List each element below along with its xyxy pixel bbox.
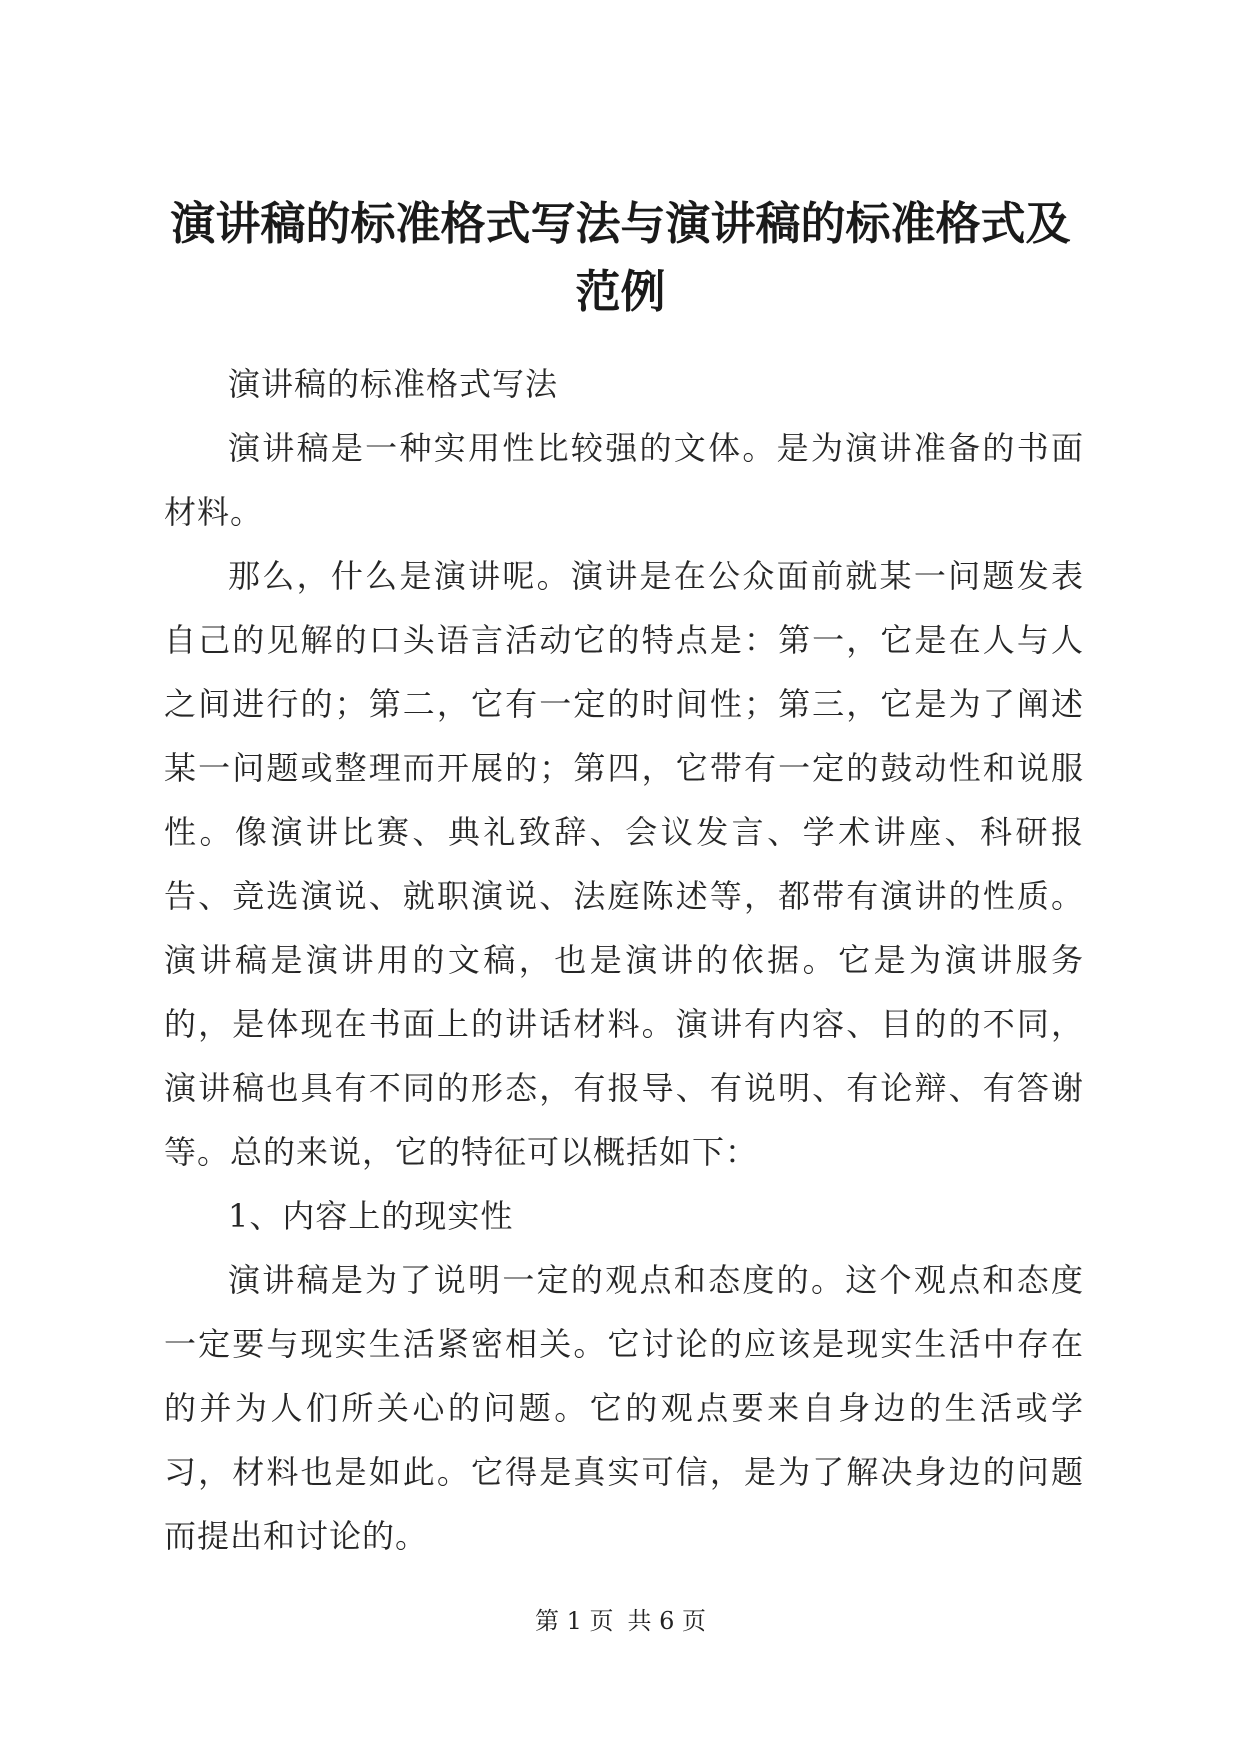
document-body <box>164 352 1084 1568</box>
paragraph-characteristics: 那么，什么是演讲呢。演讲是在公众面前就某一问题发表自己的见解的口头语言活动它的特点是：第一，它是在人与人之间进行的；第二，它有一定的时间性；第三，它是为了阐述某一问题或整理而开展的；第四，它带有一定的鼓动性和说服性。像演讲比赛、典礼致辞、会议发言、学术讲座、科研报告、竞选演说、就职演说、法庭陈述等，都带有演讲的性质。演讲稿是演讲用的文稿，也是演讲的依据。它是为演讲服务的，是体现在书面上的讲话材料。演讲有内容、目的的不同，演讲稿也具有不同的形态，有报导、有说明、有论辩、有答谢等。总的来说，它的特征可以概括如下： <box>164 557 1084 1171</box>
section-heading-1: 1、内容上的现实性 <box>228 1197 514 1235</box>
page-number: 第 1 页 <box>534 1607 614 1635</box>
document-title: 演讲稿的标准格式写法与演讲稿的标准格式及范例 <box>170 197 1071 318</box>
paragraph-definition: 演讲稿是一种实用性比较强的文体。是为演讲准备的书面材料。 <box>164 429 1084 531</box>
page-footer <box>0 1606 1241 1636</box>
paragraph-reality: 演讲稿是为了说明一定的观点和态度的。这个观点和态度一定要与现实生活紧密相关。它讨论的应该是现实生活中存在的并为人们所关心的问题。它的观点要来自身边的生活或学习，材料也是如此。它得是真实可信，是为了解决身边的问题而提出和讨论的。 <box>164 1261 1084 1555</box>
page-total: 共 6 页 <box>627 1607 707 1635</box>
paragraph-subtitle: 演讲稿的标准格式写法 <box>228 365 559 403</box>
